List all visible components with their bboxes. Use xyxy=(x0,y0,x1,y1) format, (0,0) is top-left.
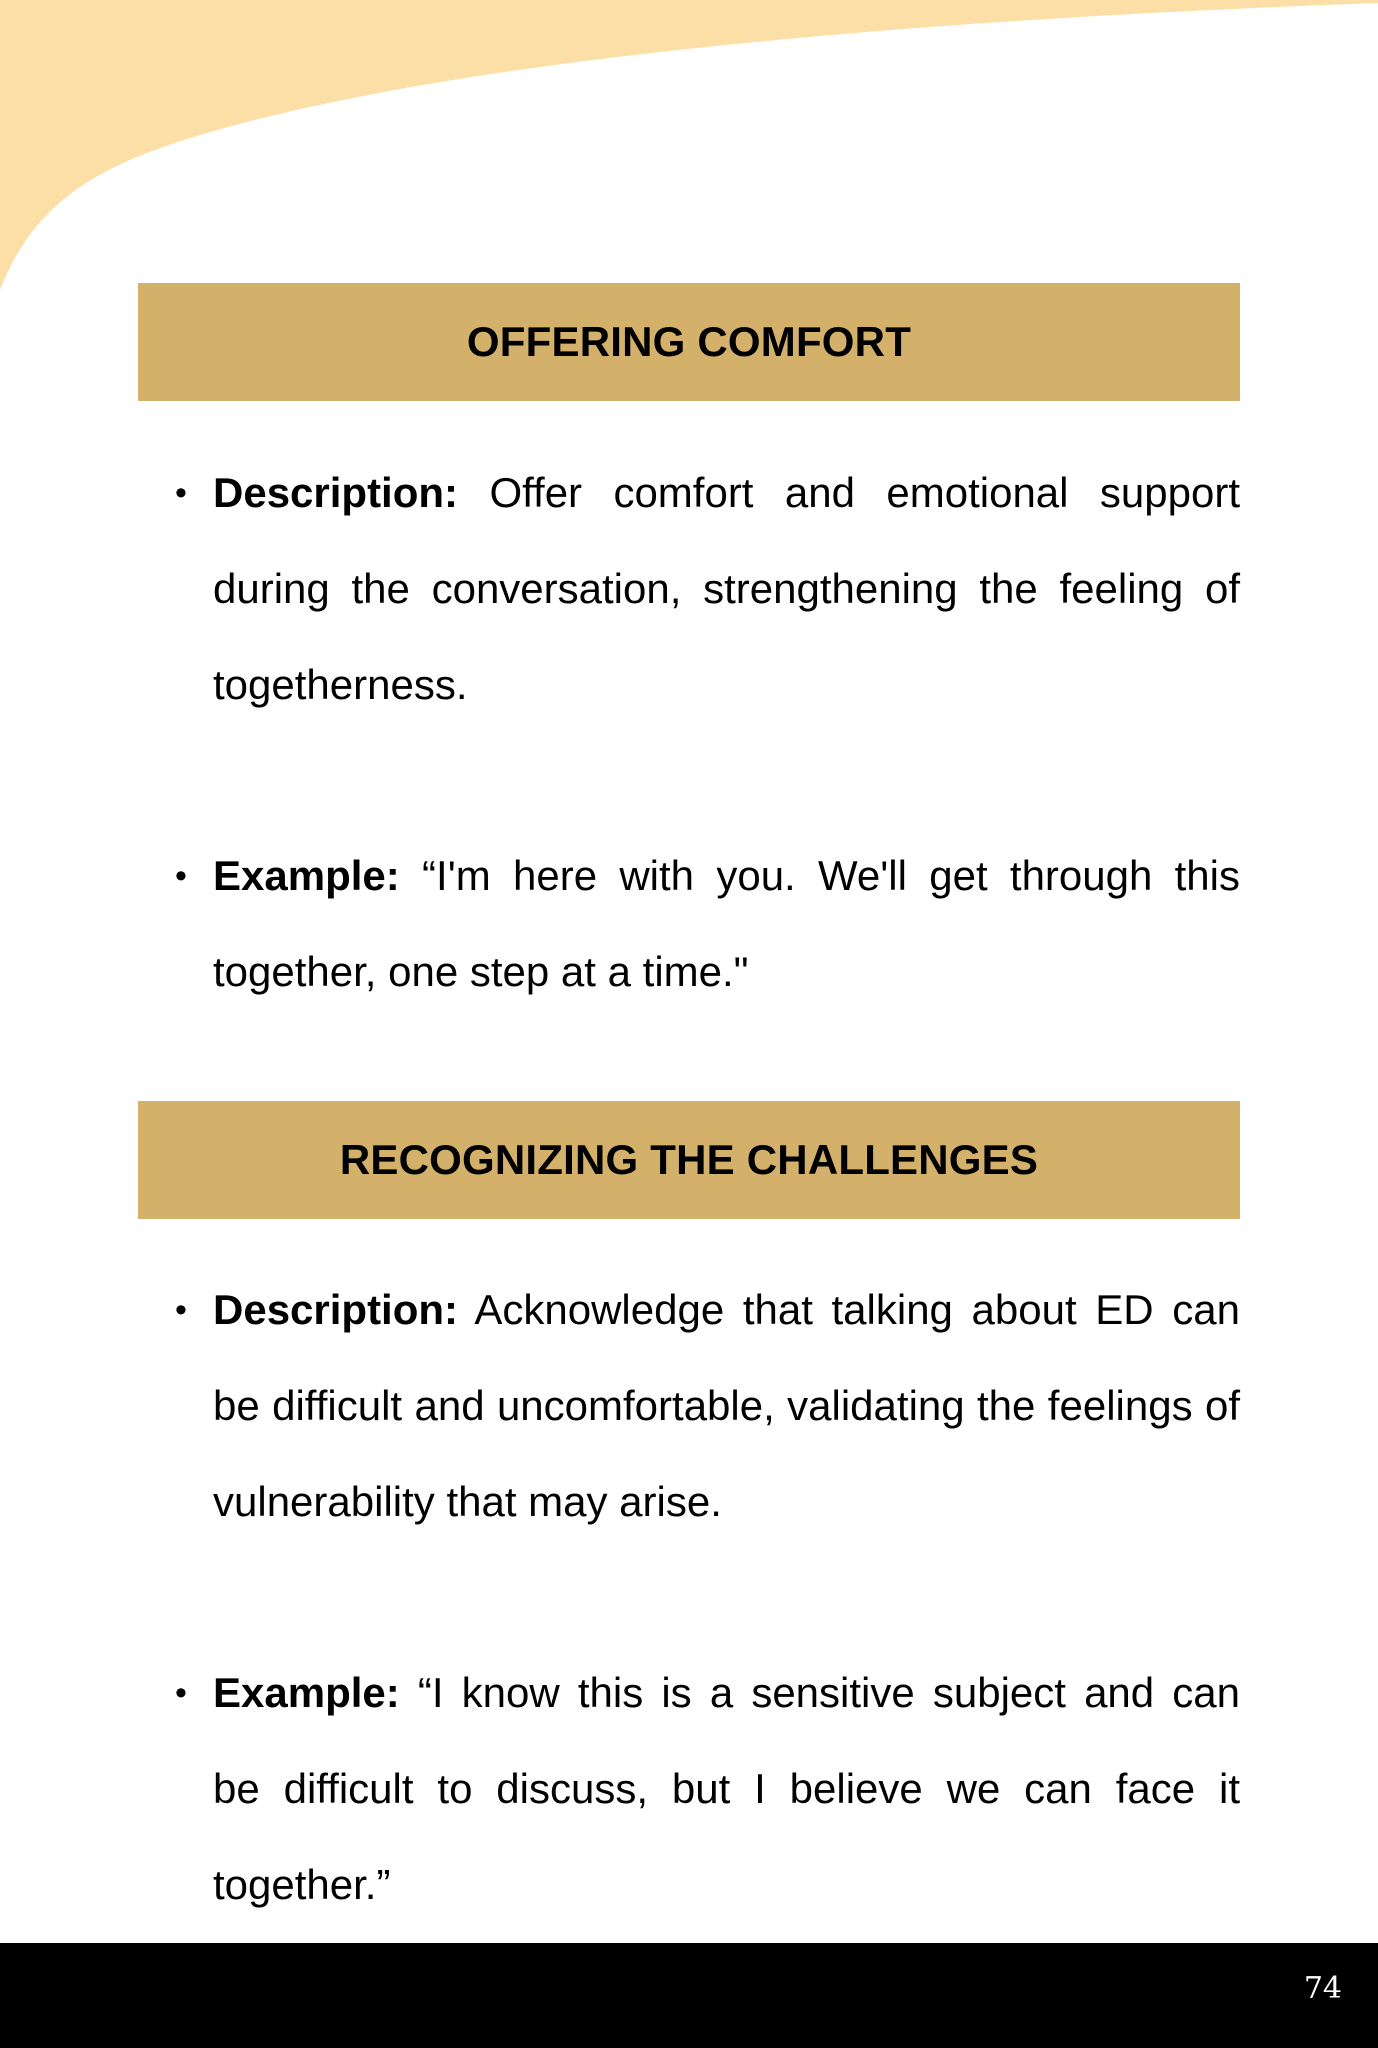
decorative-swoosh xyxy=(0,0,1378,300)
description-text: Acknowledge that talking about ED can be difficult and uncomfortable, validating the feelings of vulnerability that may arise. xyxy=(213,1286,1240,1525)
list-item-example xyxy=(175,828,1240,1020)
bullet-icon: • xyxy=(175,474,187,512)
section-banner-offering-comfort xyxy=(138,283,1240,401)
description-label: Description: xyxy=(213,469,459,516)
footer-bar xyxy=(0,1943,1378,2048)
example-text: “I know this is a sensitive subject and can be difficult to discuss, but I believe we can face it together.” xyxy=(213,1669,1240,1908)
section-banner-recognizing-challenges xyxy=(138,1101,1240,1219)
description-label: Description: xyxy=(213,1286,459,1333)
section-title: RECOGNIZING THE CHALLENGES xyxy=(339,1136,1039,1183)
list-item-description xyxy=(175,1262,1240,1550)
bullet-icon: • xyxy=(175,857,187,895)
list-item-description xyxy=(175,445,1240,733)
example-label: Example: xyxy=(213,1669,400,1716)
description-text: Offer comfort and emotional support during the conversation, strengthening the feeling of togetherness. xyxy=(213,469,1240,708)
bullet-icon: • xyxy=(175,1674,187,1712)
list-item-example xyxy=(175,1645,1240,1933)
bullet-icon: • xyxy=(175,1291,187,1329)
example-label: Example: xyxy=(213,852,400,899)
section-title: OFFERING COMFORT xyxy=(466,318,912,365)
example-text: “I'm here with you. We'll get through this together, one step at a time." xyxy=(213,852,1240,995)
page-number: 74 xyxy=(1303,1971,1342,2006)
